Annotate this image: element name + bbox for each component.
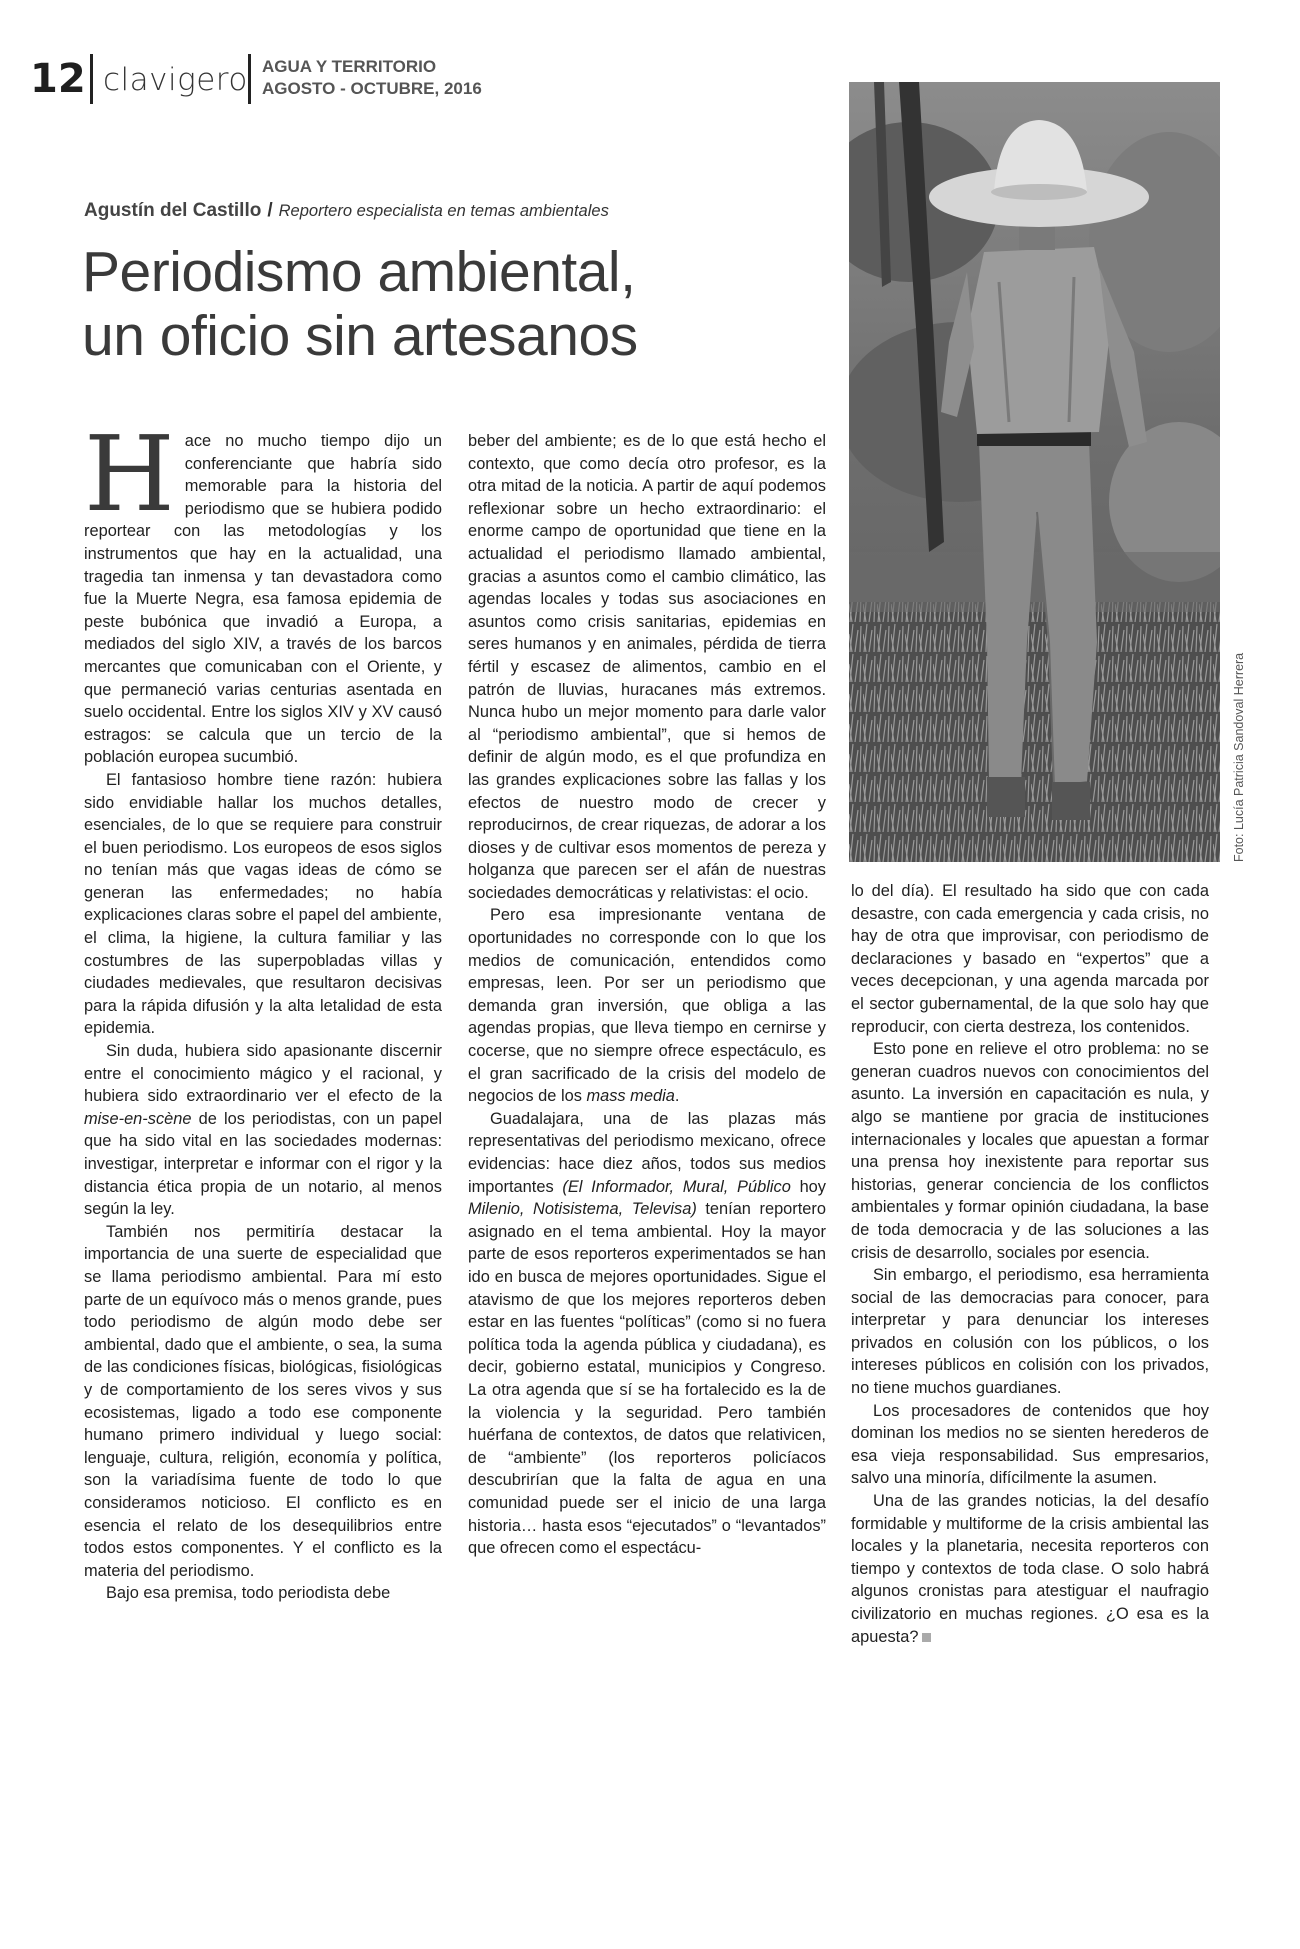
article-title-line: un oficio sin artesanos: [82, 304, 638, 368]
byline-separator: /: [267, 200, 273, 221]
header-divider: [90, 54, 93, 104]
article-column-3: [851, 880, 1209, 1648]
article-column-2: [468, 430, 826, 1560]
paragraph: Bajo esa premisa, todo periodista debe: [106, 1584, 391, 1603]
byline: [84, 200, 609, 222]
paragraph: Sin duda, hubiera sido apasionante discernir entre el conocimiento mágico y el racional, y hubiera sido extraordinario ver el efecto de la mise-en-scène de los periodistas, con un papel que ha sido vital en las sociedades modernas: investigar, interpretar e informar con el rigor y la distancia ética propia de un notario, al menos según la ley.: [84, 1042, 442, 1219]
article-title-line: Periodismo ambiental,: [82, 240, 636, 304]
section-title: AGUA Y TERRITORIO: [262, 57, 437, 76]
article-title: [82, 240, 842, 368]
paragraph: Guadalajara, una de las plazas más representativas del periodismo mexicano, ofrece evidencias: hace diez años, todos sus medios importantes (El Informador, Mural, Público hoy Milenio, Notisistema, Televisa) tenían reportero asignado en el tema ambiental. Hoy la mayor parte de esos reporteros experimentados se han ido en busca de mejores oportunidades. Sigue el atavismo de que los mejores reporteros deben estar en las fuentes “políticas” (como si no fuera política toda la agenda pública y ciudadana), es decir, gobierno estatal, municipios y Congreso. La otra agenda que sí se ha fortalecido es la de la violencia y la seguridad. Pero también huérfana de contextos, de datos que relativicen, de “ambiente” (los reporteros policíacos descubrirían que la falta de agua en una comunidad puede ser el inicio de una larga historia… hasta esos “ejecutados” o “levantados” que ofrecen como el espectácu-: [468, 1109, 826, 1558]
author-role: Reportero especialista en temas ambientales: [278, 202, 609, 220]
paragraph: También nos permitiría destacar la importancia de una suerte de especialidad que se llama periodismo ambiental. Para mí esto parte de un equívoco más o menos grande, pues todo periodismo de algún modo debe ser ambiental, dado que el ambiente, o sea, la suma de las condiciones físicas, biológicas, fisiológicas y de comportamiento de los seres vivos y sus ecosistemas, ligado a todo ese componente humano primero individual y luego social: lenguaje, cultura, religión, economía y política, son la variadísima fuente de todo lo que consideramos noticioso. El conflicto es en esencia el relato de los desequilibrios entre todos estos componentes. Y el conflicto es la materia del periodismo.: [84, 1222, 442, 1580]
issue-date: AGOSTO - OCTUBRE, 2016: [262, 79, 482, 98]
author-name: Agustín del Castillo: [84, 200, 262, 221]
photo-credit: Foto: Lucía Patricia Sandoval Herrera: [1232, 652, 1246, 862]
end-of-article-mark: [922, 1633, 931, 1642]
drop-cap: H: [84, 413, 175, 535]
paragraph: Hace no mucho tiempo dijo un conferenciante que habría sido memorable para la historia del periodismo que se hubiera podido reportear con las metodologías y los instrumentos que hay en la actualidad, una tragedia tan inmensa y tan devastadora como fue la Muerte Negra, esa famosa epidemia de peste bubónica que invadió a Europa, a mediados del siglo XIV, a través de los barcos mercantes que comunicaban con el Oriente, y que permaneció varias centurias asentada en suelo occidental. Entre los siglos XIV y XV causó estragos: se calcula que un tercio de la población europea sucumbió.: [84, 413, 442, 767]
header-divider: [248, 54, 251, 104]
magazine-name: clavigero: [103, 62, 248, 98]
paragraph: El fantasioso hombre tiene razón: hubiera sido envidiable hallar los muchos detalles, esenciales, de lo que se requiere para construir el buen periodismo. Los europeos de esos siglos no tenían más que vagas ideas de cómo se generan las enfermedades; no había explicaciones claras sobre el papel del ambiente, el clima, la higiene, la cultura familiar y las costumbres de las superpobladas villas y ciudades medievales, que resultaron decisivas para la rápida difusión y la alta letalidad de esta epidemia.: [84, 770, 442, 1038]
paragraph: beber del ambiente; es de lo que está hecho el contexto, que como decía otro profesor, es la otra mitad de la noticia. A partir de aquí podemos reflexionar sobre un hecho extraordinario: el enorme campo de oportunidad que tiene en la actualidad el periodismo llamado ambiental, gracias a asuntos como el cambio climático, las agendas locales y todas sus asociaciones en asuntos como crisis sanitarias, epidemias en seres humanos y en animales, pérdida de tierra fértil y escasez de alimentos, cambio en el patrón de lluvias, huracanes más extremos. Nunca hubo un mejor momento para darle valor al “periodismo ambiental”, que si hemos de definir de algún modo, es el que profundiza en las grandes explicaciones sobre las fallas y los efectos de nuestro modo de crecer y reproducirnos, de crear riquezas, de adorar a los dioses y de cultivar esos momentos de pereza y holganza que parecen ser el afán de nuestras sociedades democráticas y relativistas: el ocio.: [468, 432, 826, 902]
paragraph: lo del día). El resultado ha sido que con cada desastre, con cada emergencia y cada crisis, no hay de otra que improvisar, con periodismo de declaraciones y basado en “expertos” que a veces decepcionan, y una agenda marcada por el sector gubernamental, de la que solo hay que reproducir, con cierta destreza, los contenidos.: [851, 882, 1209, 1036]
paragraph: Los procesadores de contenidos que hoy dominan los medios no se sienten herederos de esa vieja responsabilidad. Sus empresarios, salvo una minoría, difícilmente la asumen.: [851, 1401, 1209, 1488]
paragraph: Una de las grandes noticias, la del desafío formidable y multiforme de la crisis ambiental las locales y la planetaria, necesita reporteros con tiempo y contextos de toda clase. O solo habrá algunos cronistas para atestiguar el naufragio civilizatorio en muchas regiones. ¿O esa es la apuesta?: [851, 1492, 1209, 1646]
article-photo: [849, 82, 1220, 862]
paragraph: Esto pone en relieve el otro problema: no se generan cuadros nuevos con conocimientos del asunto. La inversión en capacitación es nula, y algo se mantiene por gracia de instituciones internacionales y locales que apuestan a formar una prensa hoy inexistente para reportar sus historias, generar conciencia de los conflictos ambientales y formar opinión ciudadana, la base de toda democracia y de las soluciones a las crisis de desarrollo, sociales por esencia.: [851, 1040, 1209, 1262]
article-column-1: [84, 413, 442, 1605]
paragraph: Pero esa impresionante ventana de oportunidades no corresponde con lo que los medios de comunicación, entendidos como empresas, leen. Por ser un periodismo que demanda gran inversión, que obliga a las agendas propias, que lleva tiempo en cernirse y cocerse, que no siempre ofrece espectáculo, es el gran sacrificado de la crisis del modelo de negocios de los mass media.: [468, 906, 826, 1106]
section-info: [262, 56, 482, 100]
page-number: 12: [30, 56, 86, 102]
paragraph: Sin embargo, el periodismo, esa herramienta social de las democracias para conocer, para interpretar y para denunciar los intereses privados en colusión con los públicos, o los intereses públicos en colisión con los privados, no tiene muchos guardianes.: [851, 1266, 1209, 1398]
